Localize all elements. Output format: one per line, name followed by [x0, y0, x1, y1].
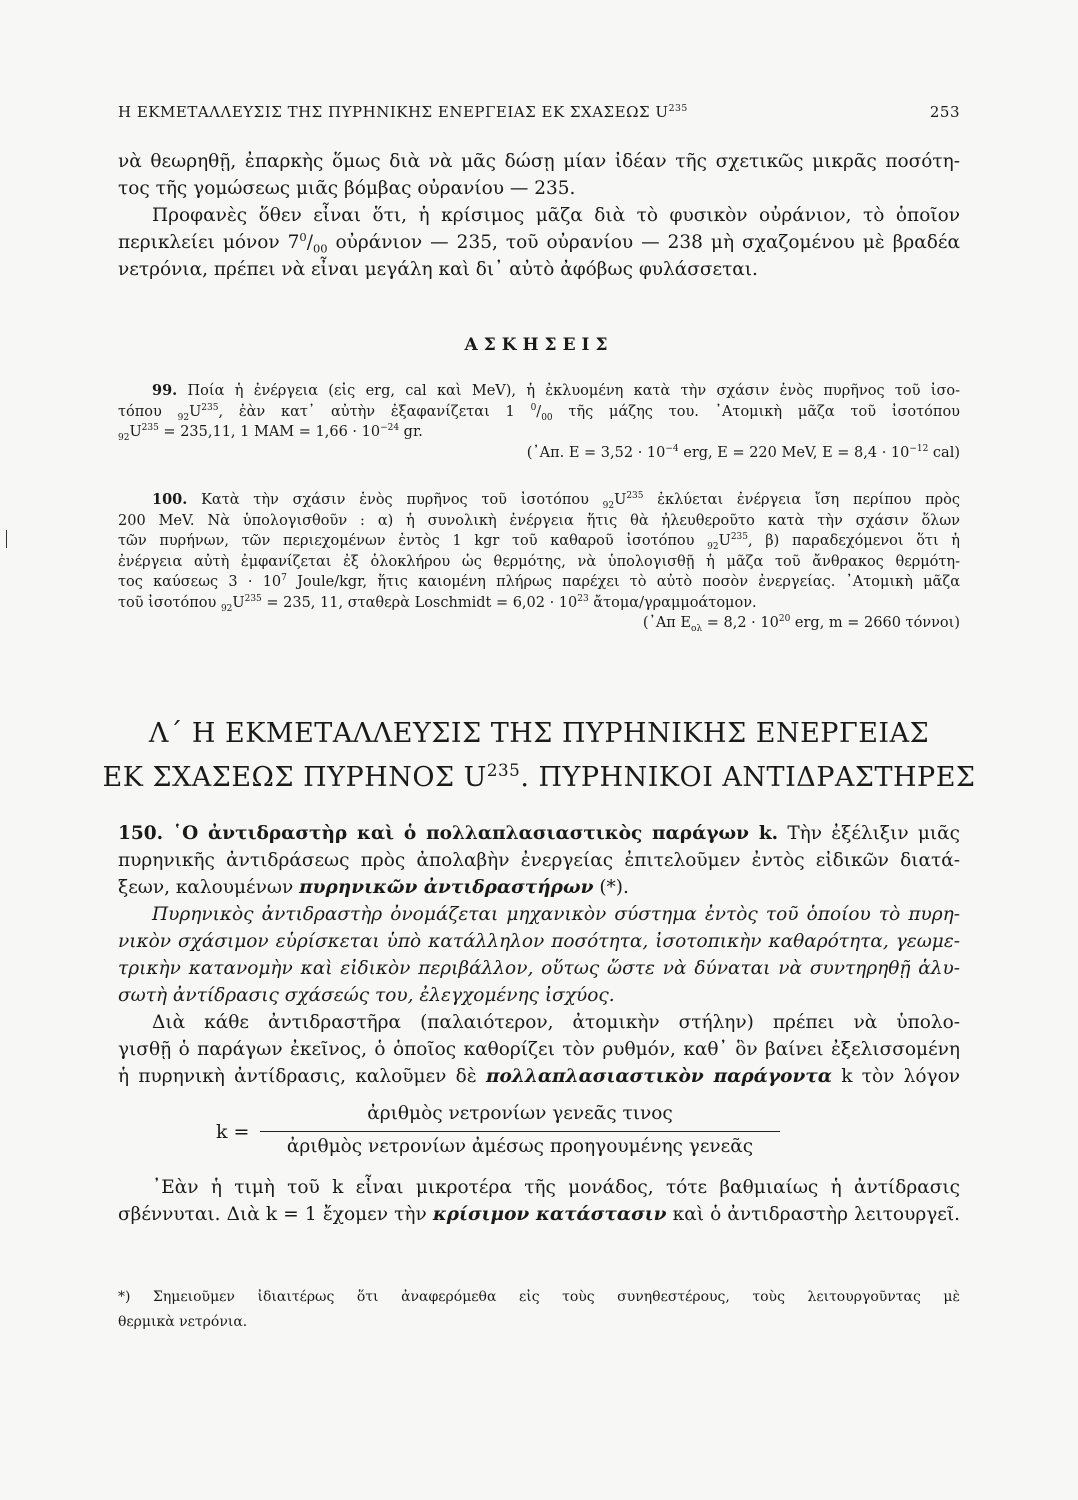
exercise-99-answer: (᾿Απ. $E = 3,52 \cdot 10^{-4}$ erg, E = 220 MeV, $E = 8,4 \cdot 10^{-12}$ cal)	[526, 443, 960, 461]
formula-lhs: k =	[216, 1121, 250, 1143]
exercise-100-answer: (᾿Απ $E_{o\lambda} = 8,2 \cdot 10^{20}$ erg, m = 2660 τόννοι)	[642, 614, 960, 634]
footnote: *) Σημειοῦμεν ἰδιαιτέρως ὅτι ἀναφερόμεθα εἰς τοὺς συνηθεστέρους, τοὺς λειτουργοῦντας μὲ θερμικὰ νετρόνια.	[118, 1289, 960, 1330]
chapter-title-line-2: ΕΚ ΣΧΑΣΕΩΣ ΠΥΡΗΝΟΣ $U^{235}$. ΠΥΡΗΝΙΚΟΙ ΑΝΤΙΔΡΑΣΤΗΡΕΣ	[102, 760, 976, 793]
section-150: 150. ῾Ο ἀντιδραστὴρ καὶ ὁ πολλαπλασιαστικὸς παράγων k. Τὴν ἐξέλιξιν μιᾶς πυρηνικῆς ἀντιδράσεως πρὸς ἀπολαβὴν ἐνεργείας ἐπιτελοῦμεν ἐντὸς εἰδικῶν διατά- ξεων, καλουμένων πυρηνικῶν ἀντιδραστήρων (*). Πυρηνικὸς ἀντιδραστὴρ ὀνομάζεται μηχανικὸν σύστημα ἐντὸς τοῦ ὁποίου τὸ πυρη- νικὸν σχάσιμον εὑρίσκεται ὑπὸ κατάλληλον ποσότητα, ἰσοτοπικὴν καθαρότητα, γεωμε- τρικὴν κατανομὴν καὶ εἰδικὸν περιβάλλον, οὕτως ὥστε νὰ δύναται νὰ συντηρηθῇ ἁλυ- σωτὴ ἀντίδρασις σχάσεώς του, ἐλεγχομένης ἰσχύος. Διὰ κάθε ἀντιδραστῆρα (παλαιότερον, ἀτομικὴν στήλην) πρέπει νὰ ὑπολο- γισθῇ ὁ παράγων ἐκεῖνος, ὁ ὁποῖος καθορίζει τὸν ρυθμόν, καθ᾽ ὃν βαίνει ἐξελισσομένη ἡ πυρηνικὴ ἀντίδρασις, καλοῦμεν δὲ πολλαπλασιαστικὸν παράγοντα k τὸν λόγον	[118, 823, 961, 1087]
formula-numerator: ἀριθμὸς νετρονίων γενεᾶς τινος	[367, 1103, 673, 1124]
exercise-100: 100. Κατὰ τὴν σχάσιν ἑνὸς πυρῆνος τοῦ ἰσοτόπου $_{92}U^{235}$ ἐκλύεται ἐνέργεια ἴση περίπου πρὸς 200 MeV. Νὰ ὑπολογισθοῦν : α) ἡ συνολικὴ ἐνέργεια ἥτις θὰ ἠλευθεροῦτο κατὰ τὴν σχάσιν ὅλων τῶν πυρήνων, τῶν περιεχομένων ἐντὸς 1 kgr τοῦ καθαροῦ ἰσοτόπου $_{92}U^{235}$, β) παραδεχόμενοι ὅτι ἡ ἐνέργεια αὐτὴ ἐμφανίζεται ἐξ ὁλοκλήρου ὡς θερμότης, νὰ ὑπολογισθῇ ἡ μᾶζα τοῦ ἄνθρακος θερμότη- τος καύσεως $3 \cdot 10^7$ Joule/kgr, ἥτις καιομένη πλήρως παρέχει τὸ αὐτὸ ποσὸν ἐνεργείας. ᾿Ατομικὴ μᾶζα τοῦ ἰσοτόπου $_{92}U^{235} = 235$, 11, σταθερὰ Loschmidt = $6,02 \cdot 10^{23}$ ἄτομα/γραμμοάτομον. (᾿Απ $E_{o\lambda} = 8,2 \cdot 10^{20}$ erg, m = 2660 τόννοι)	[118, 491, 960, 634]
exercises-title: ΑΣΚΗΣΕΙΣ	[464, 335, 614, 355]
section-150-heading: 150. ῾Ο ἀντιδραστὴρ καὶ ὁ πολλαπλασιαστικὸς παράγων k.	[118, 823, 779, 844]
header-title: Η ΕΚΜΕΤΑΛΛΕΥΣΙΣ ΤΗΣ ΠΥΡΗΝΙΚΗΣ ΕΝΕΡΓΕΙΑΣ ΕΚ ΣΧΑΣΕΩΣ $U^{235}$	[118, 103, 688, 121]
margin-mark	[6, 530, 7, 548]
fraction-bar	[260, 1131, 780, 1132]
running-header	[118, 103, 960, 121]
page-number: 253	[929, 103, 960, 121]
intro-paragraph: νὰ θεωρηθῇ, ἐπαρκὴς ὅμως διὰ νὰ μᾶς δώσῃ μίαν ἰδέαν τῆς σχετικῶς μικρᾶς ποσότη- τος τῆς γομώσεως μιᾶς βόμβας οὐρανίου — 235. Προφανὲς ὅθεν εἶναι ὅτι, ἡ κρίσιμος μᾶζα διὰ τὸ φυσικὸν οὐράνιον, τὸ ὁποῖον περικλείει μόνον $7^0/_{00}$ οὐράνιον — 235, τοῦ οὐρανίου — 238 μὴ σχαζομένου μὲ βραδέα νετρόνια, πρέπει νὰ εἶναι μεγάλη καὶ δι᾽ αὐτὸ ἀφόβως φυλάσσεται.	[118, 151, 960, 280]
section-150-conclusion: ᾿Εὰν ἡ τιμὴ τοῦ k εἶναι μικροτέρα τῆς μονάδος, τότε βαθμιαίως ἡ ἀντίδρασις σβέννυται. Διὰ k = 1 ἔχομεν τὴν κρίσιμον κατάστασιν καὶ ὁ ἀντιδραστὴρ λειτουργεῖ.	[118, 1177, 960, 1225]
exercise-99: 99. Ποία ἡ ἐνέργεια (εἰς erg, cal καὶ MeV), ἡ ἐκλυομένη κατὰ τὴν σχάσιν ἑνὸς πυρῆνος τοῦ ἰσο- τόπου $_{92}U^{235}$, ἐὰν κατ᾽ αὐτὴν ἐξαφανίζεται 1 $^0/_{00}$ τῆς μάζης του. ᾿Ατομικὴ μᾶζα τοῦ ἰσοτόπου $_{92}U^{235} = 235,11$, 1 MAM = $1,66 \cdot 10^{-24}$ gr. (᾿Απ. $E = 3,52 \cdot 10^{-4}$ erg, E = 220 MeV, $E = 8,4 \cdot 10^{-12}$ cal)	[118, 381, 960, 463]
formula-denominator: ἀριθμὸς νετρονίων ἀμέσως προηγουμένης γενεᾶς	[286, 1136, 754, 1157]
chapter-title-line-1: Λ΄ Η ΕΚΜΕΤΑΛΛΕΥΣΙΣ ΤΗΣ ΠΥΡΗΝΙΚΗΣ ΕΝΕΡΓΕΙΑΣ	[148, 718, 930, 749]
